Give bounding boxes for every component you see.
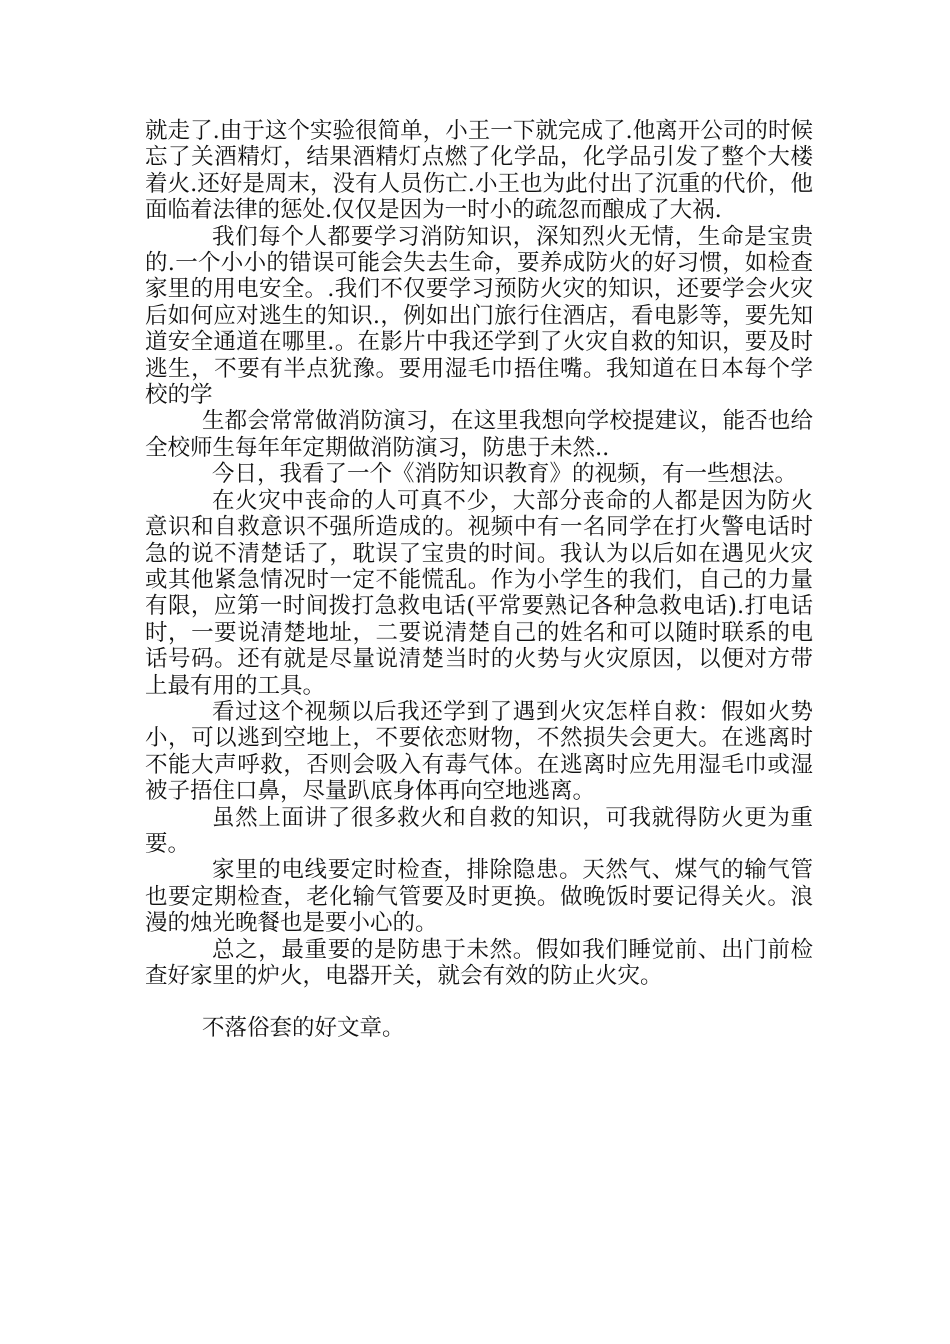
- paragraph-5: 在火灾中丧命的人可真不少，大部分丧命的人都是因为防火意识和自救意识不强所造成的。视频中有一名同学在打火警电话时急的说不清楚话了，耽误了宝贵的时间。我认为以后如在遇见火灾或其他紧急情况时一定不能慌乱。作为小学生的我们，自己的力量有限，应第一时间拨打急救电话(平常要熟记各种急救电话).打电话时，一要说清楚地址，二要说清楚自己的姓名和可以随时联系的电话号码。还有就是尽量说清楚当时的火势与火灾原因，以便对方带上最有用的工具。: [145, 487, 813, 699]
- closing-remark: 不落俗套的好文章。: [202, 1015, 405, 1042]
- paragraph-9: 总之，最重要的是防患于未然。假如我们睡觉前、出门前检查好家里的炉火，电器开关，就会有效的防止火灾。: [145, 936, 813, 989]
- paragraph-7: 虽然上面讲了很多救火和自救的知识，可我就得防火更为重要。: [145, 804, 813, 857]
- paragraph-8: 家里的电线要定时检查，排除隐患。天然气、煤气的输气管也要定期检查，老化输气管要及时更换。做晚饭时要记得关火。浪漫的烛光晚餐也是要小心的。: [145, 857, 813, 937]
- paragraph-4: 今日，我看了一个《消防知识教育》的视频，有一些想法。: [212, 461, 798, 488]
- paragraph-3: 生都会常常做消防演习，在这里我想向学校提建议，能否也给全校师生每年年定期做消防演习，防患于未然..: [145, 408, 813, 461]
- document-body: [145, 118, 813, 1042]
- paragraph-2: 我们每个人都要学习消防知识，深知烈火无情，生命是宝贵的.一个小小的错误可能会失去生命，要养成防火的好习惯，如检查家里的用电安全。.我们不仅要学习预防火灾的知识，还要学会火灾后如何应对逃生的知识.，例如出门旅行住酒店，看电影等，要先知道安全通道在哪里.。在影片中我还学到了火灾自救的知识，要及时逃生，不要有半点犹豫。要用湿毛巾捂住嘴。我知道在日本每个学校的学: [145, 223, 813, 409]
- paragraph-6: 看过这个视频以后我还学到了遇到火灾怎样自救：假如火势小，可以逃到空地上，不要依恋财物，不然损失会更大。在逃离时不能大声呼救，否则会吸入有毒气体。在逃离时应先用湿毛巾或湿被子捂住口鼻，尽量趴底身体再向空地逃离。: [145, 698, 813, 805]
- paragraph-1: 就走了.由于这个实验很简单，小王一下就完成了.他离开公司的时候忘了关酒精灯，结果酒精灯点燃了化学品，化学品引发了整个大楼着火.还好是周末，没有人员伤亡.小王也为此付出了沉重的代价，他面临着法律的惩处.仅仅是因为一时小的疏忽而酿成了大祸.: [145, 118, 813, 224]
